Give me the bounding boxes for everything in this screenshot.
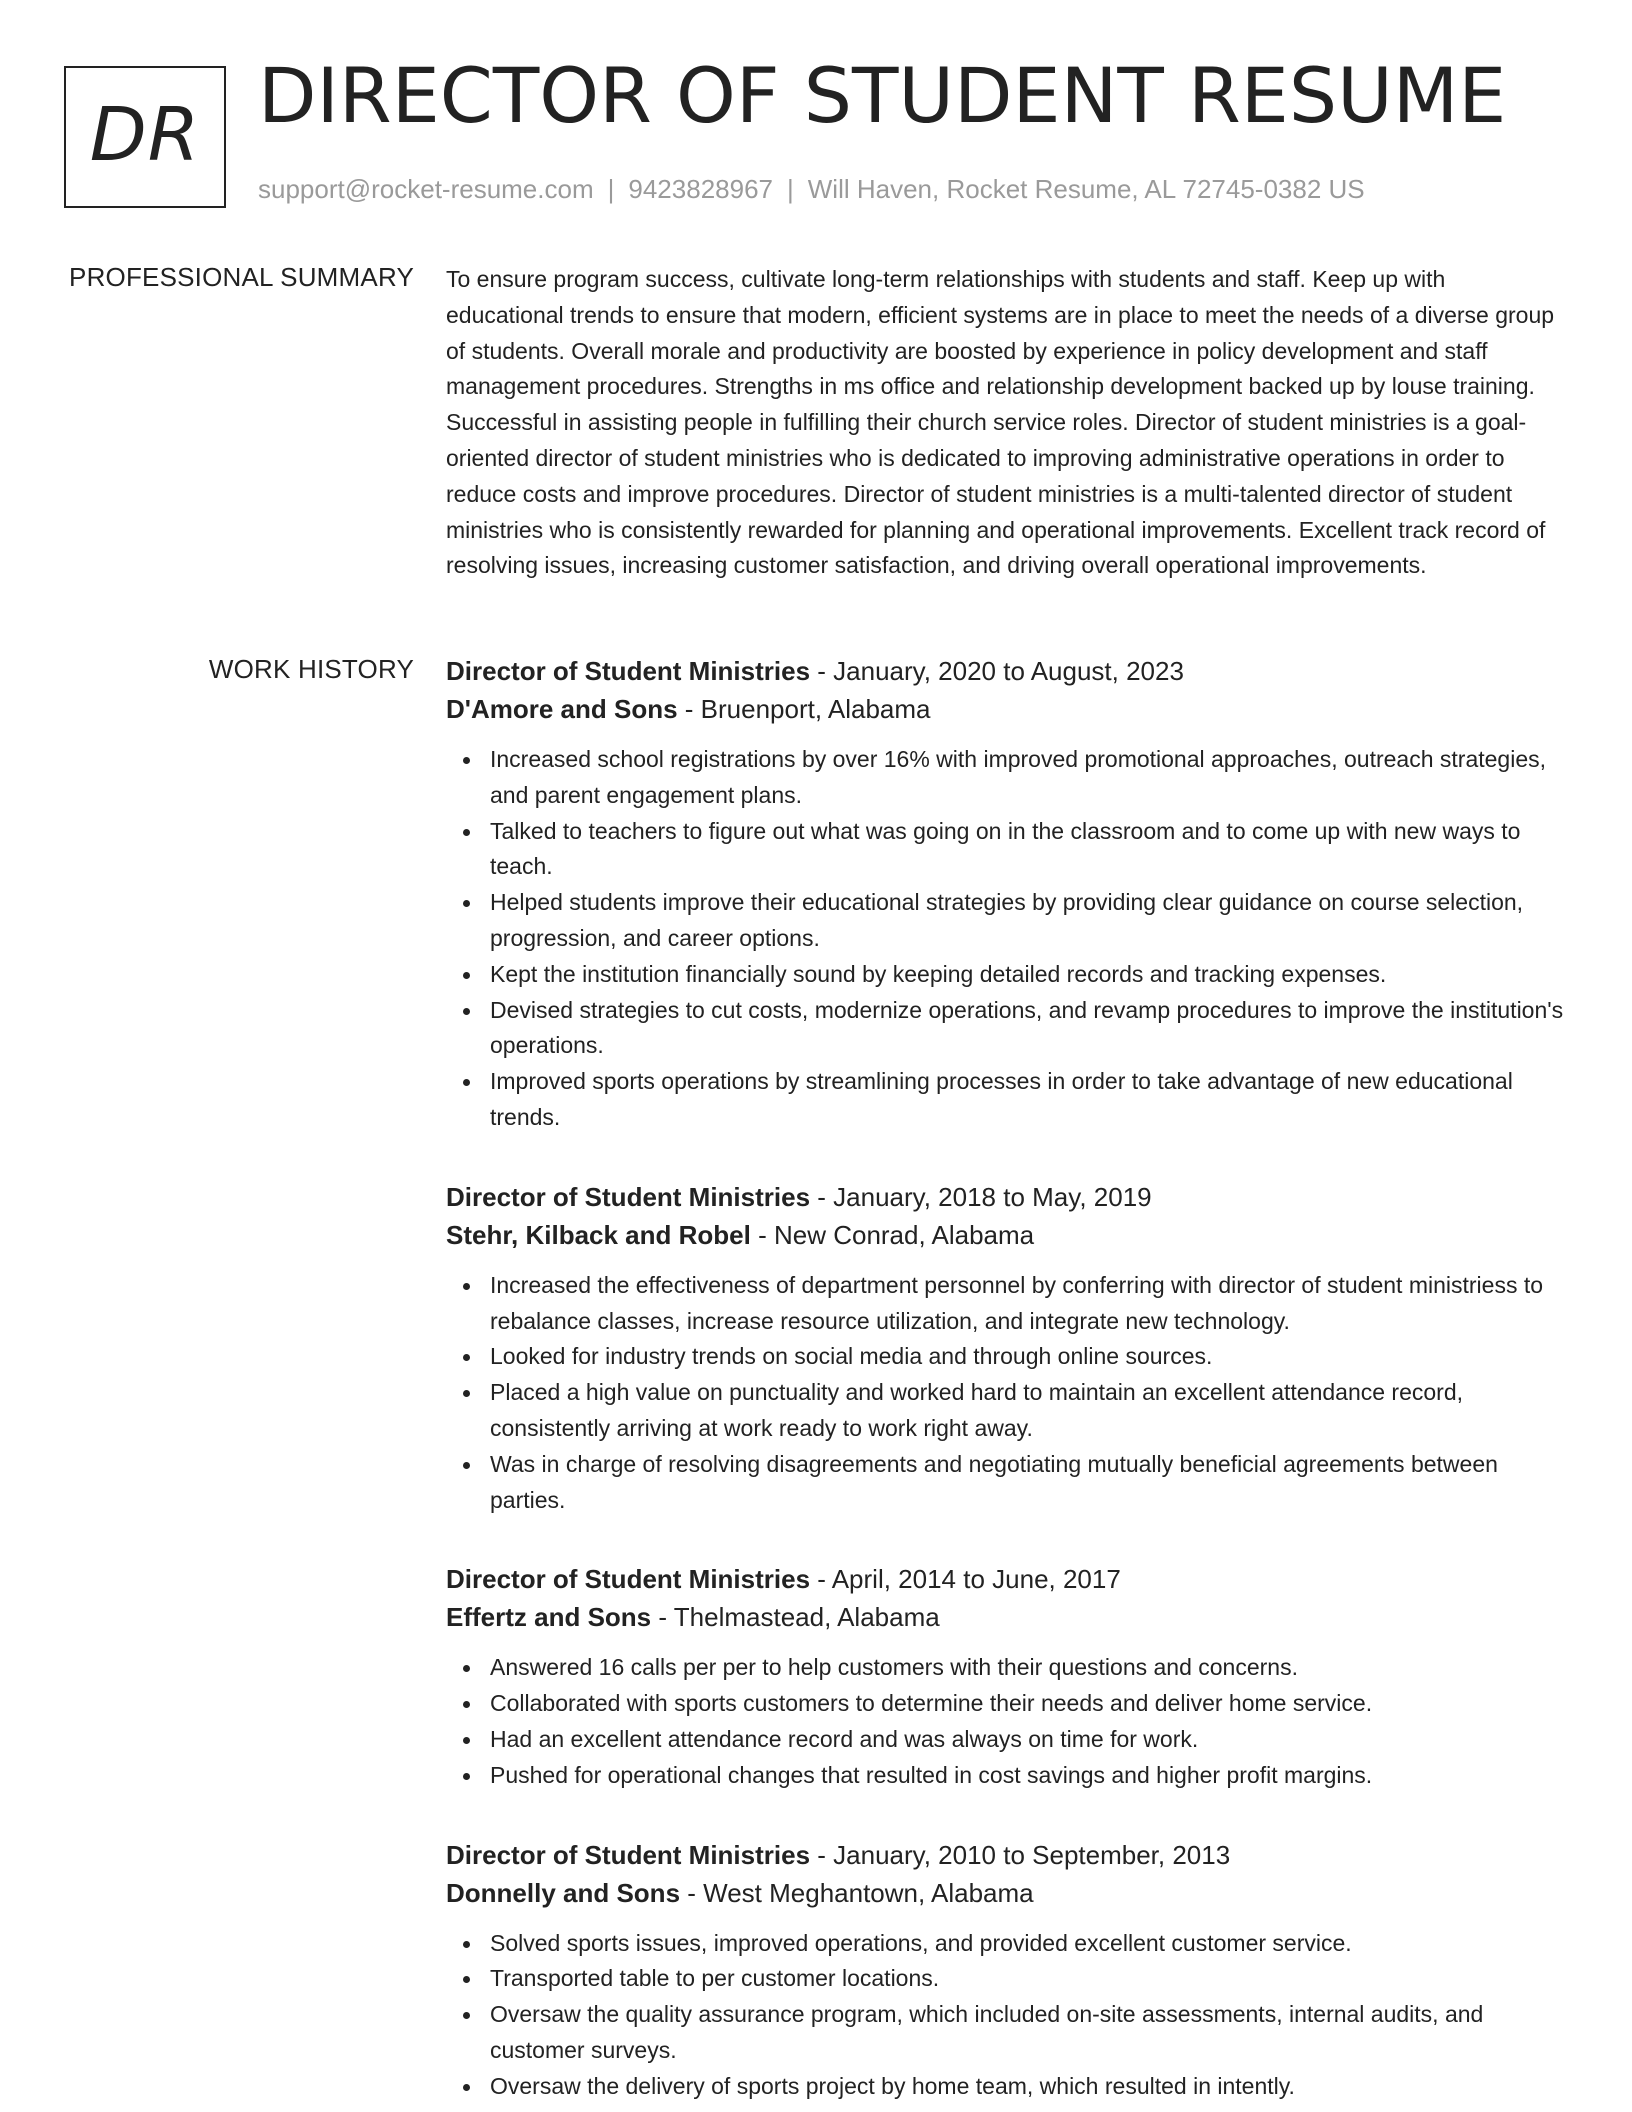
work-history-heading: WORK HISTORY xyxy=(208,654,414,684)
job-entry xyxy=(446,1836,1566,2105)
job-bullet: Transported table to per customer locations. xyxy=(490,1961,1566,1997)
job-dates: - January, 2020 to August, 2023 xyxy=(810,656,1184,686)
job-title-line xyxy=(446,1836,1566,1874)
contact-separator: | xyxy=(787,174,794,204)
job-bullet: Collaborated with sports customers to determine their needs and deliver home service. xyxy=(490,1686,1566,1722)
job-location: - Thelmastead, Alabama xyxy=(651,1602,940,1633)
monogram-box xyxy=(64,66,226,208)
job-bullet: Had an excellent attendance record and was always on time for work. xyxy=(490,1722,1566,1758)
job-role: Director of Student Ministries xyxy=(446,1839,811,1870)
contact-separator: | xyxy=(607,174,615,204)
job-company-line xyxy=(446,690,1566,728)
job-bullet: Oversaw the delivery of sports project by home team, which resulted in intently. xyxy=(490,2069,1566,2105)
job-location: - New Conrad, Alabama xyxy=(750,1219,1035,1250)
job-bullet: Looked for industry trends on social media and through online sources. xyxy=(490,1339,1566,1375)
monogram-initials: DR xyxy=(89,92,201,178)
job-company: Stehr, Kilback and Robel xyxy=(446,1219,751,1250)
contact-line xyxy=(258,176,1365,202)
job-bullet: Increased school registrations by over 16% with improved promotional approaches, outreach strategies, and parent engagement plans. xyxy=(490,742,1566,814)
summary-heading: PROFESSIONAL SUMMARY xyxy=(69,262,414,292)
job-bullet: Placed a high value on punctuality and worked hard to maintain an excellent attendance record, consistently arriving at work ready to work right away. xyxy=(490,1375,1566,1447)
resume-title: DIRECTOR OF STUDENT RESUME xyxy=(258,51,1507,140)
job-company: Donnelly and Sons xyxy=(446,1877,681,1908)
job-bullet: Helped students improve their educational strategies by providing clear guidance on course selection, progression, and career options. xyxy=(490,885,1566,957)
job-bullet: Kept the institution financially sound by keeping detailed records and tracking expenses. xyxy=(490,957,1566,993)
job-bullet: Answered 16 calls per per to help customers with their questions and concerns. xyxy=(490,1650,1566,1686)
job-bullets xyxy=(446,1268,1566,1519)
summary-text: To ensure program success, cultivate long-term relationships with students and staff. Keep up with educational trends to ensure that modern, efficient systems are in place to meet the needs of a diverse group of students. Overall morale and productivity are boosted by experience in policy development and staff management procedures. Strengths in ms office and relationship development backed up by louse training. Successful in assisting people in fulfilling their church service roles. Director of student ministries is a goal-oriented director of student ministries who is dedicated to improving administrative operations in order to reduce costs and improve procedures. Director of student ministries is a multi-talented director of student ministries who is consistently rewarded for planning and operational improvements. Excellent track record of resolving issues, increasing customer satisfaction, and driving overall operational improvements. xyxy=(446,266,1555,579)
job-location: - West Meghantown, Alabama xyxy=(680,1877,1034,1908)
job-role: Director of Student Ministries xyxy=(446,1564,811,1595)
summary-body xyxy=(446,262,1566,584)
job-role: Director of Student Ministries xyxy=(446,656,811,686)
job-entry xyxy=(446,1178,1566,1519)
contact-email[interactable]: support@rocket-resume.com xyxy=(258,174,594,204)
job-dates: - January, 2018 to May, 2019 xyxy=(810,1181,1152,1212)
job-title-line xyxy=(446,1560,1566,1598)
job-bullet: Devised strategies to cut costs, modernize operations, and revamp procedures to improve the institution's operations. xyxy=(490,993,1566,1065)
contact-phone[interactable]: 9423828967 xyxy=(628,174,773,204)
job-bullet: Was in charge of resolving disagreements and negotiating mutually beneficial agreements between parties. xyxy=(490,1447,1566,1519)
job-company-line xyxy=(446,1598,1566,1636)
job-bullets xyxy=(446,742,1566,1136)
job-bullets xyxy=(446,1650,1566,1793)
job-bullet: Solved sports issues, improved operations, and provided excellent customer service. xyxy=(490,1926,1566,1962)
job-company: Effertz and Sons xyxy=(446,1602,652,1633)
job-role: Director of Student Ministries xyxy=(446,1181,811,1212)
job-entry xyxy=(446,1560,1566,1793)
job-company-line xyxy=(446,1874,1566,1912)
work-history-body xyxy=(446,652,1566,2112)
job-bullet: Pushed for operational changes that resulted in cost savings and higher profit margins. xyxy=(490,1758,1566,1794)
job-company-line xyxy=(446,1216,1566,1254)
job-dates: - April, 2014 to June, 2017 xyxy=(810,1564,1121,1595)
job-title-line xyxy=(446,1178,1566,1216)
job-bullet: Improved sports operations by streamlining processes in order to take advantage of new educational trends. xyxy=(490,1064,1566,1136)
job-bullets xyxy=(446,1926,1566,2105)
job-location: - Bruenport, Alabama xyxy=(677,694,931,724)
job-bullet: Increased the effectiveness of department personnel by conferring with director of student ministriess to rebalance classes, increase resource utilization, and integrate new technology. xyxy=(490,1268,1566,1340)
job-bullet: Oversaw the quality assurance program, which included on-site assessments, internal audits, and customer surveys. xyxy=(490,1997,1566,2069)
job-company: D'Amore and Sons xyxy=(446,694,678,724)
job-dates: - January, 2010 to September, 2013 xyxy=(810,1839,1231,1870)
job-bullet: Talked to teachers to figure out what was going on in the classroom and to come up with new ways to teach. xyxy=(490,814,1566,886)
job-title-line xyxy=(446,652,1566,690)
contact-address: Will Haven, Rocket Resume, AL 72745-0382 US xyxy=(807,174,1365,204)
job-entry xyxy=(446,652,1566,1136)
